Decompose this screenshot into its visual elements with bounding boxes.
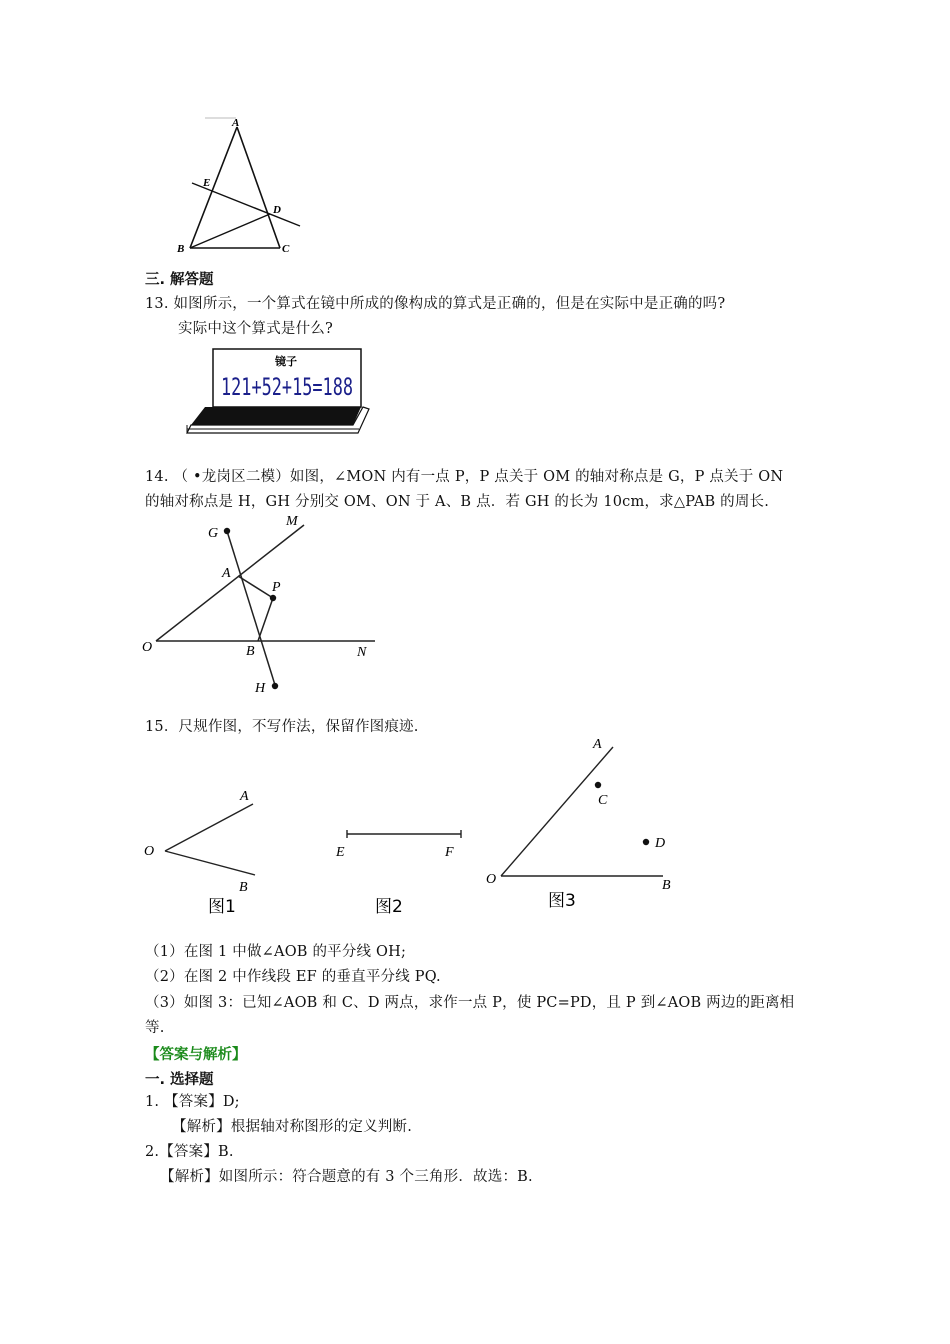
fig3-label-o: O xyxy=(486,872,497,887)
q15-part3-line2: 等. xyxy=(145,1020,165,1036)
fig2-label-f: F xyxy=(445,845,454,860)
answer-1: 1. 【答案】D; xyxy=(145,1094,240,1110)
fig3-caption: 图3 xyxy=(548,891,576,911)
q13-line2: 实际中这个算式是什么? xyxy=(178,321,333,337)
label-c: C xyxy=(282,243,290,255)
label-a: A xyxy=(232,117,240,129)
fig1-caption: 图1 xyxy=(208,897,236,917)
answer-2: 2.【答案】B. xyxy=(145,1144,234,1160)
fig2-caption: 图2 xyxy=(375,897,403,917)
fig3-label-c: C xyxy=(598,793,608,808)
label-d: D xyxy=(273,204,281,216)
fig1-label-o: O xyxy=(144,844,155,859)
q15-line1: 15．尺规作图，不写作法，保留作图痕迹. xyxy=(145,719,419,735)
fig2-label-e: E xyxy=(336,845,345,860)
q13-line1: 13. 如图所示，一个算式在镜中所成的像构成的算式是正确的，但是在实际中是正确的吗? xyxy=(145,296,726,312)
analysis-2: 【解析】如图所示：符合题意的有 3 个三角形．故选：B. xyxy=(160,1169,533,1185)
label-b: B xyxy=(246,644,255,659)
mirror-equation: 121+52+15=188 xyxy=(221,373,353,401)
label-g: G xyxy=(208,526,219,541)
figure-1 xyxy=(140,780,280,920)
fig1-label-b: B xyxy=(239,880,248,895)
label-h: H xyxy=(255,681,266,696)
q15-part3-line1: （3）如图 3：已知∠AOB 和 C、D 两点，求作一点 P，使 PC=PD，且 P 到∠AOB 两边的距离相 xyxy=(145,995,795,1011)
fig3-label-a: A xyxy=(593,737,602,752)
label-b: B xyxy=(177,243,185,255)
fig3-label-b: B xyxy=(662,878,671,893)
q15-part1: （1）在图 1 中做∠AOB 的平分线 OH; xyxy=(145,944,407,960)
answers-section-1: 一. 选择题 xyxy=(145,1072,214,1088)
answers-heading: 【答案与解析】 xyxy=(145,1047,247,1063)
mirror-figure xyxy=(183,345,373,440)
q14-line1: 14. （ •龙岗区二模）如图，∠MON 内有一点 P，P 点关于 OM 的轴对称点是 G，P 点关于 ON xyxy=(145,469,784,485)
q15-part2: （2）在图 2 中作线段 EF 的垂直平分线 PQ. xyxy=(145,969,441,985)
angle-mon-figure xyxy=(138,510,388,700)
label-a: A xyxy=(222,566,231,581)
label-o: O xyxy=(142,640,153,655)
figure-3 xyxy=(480,730,700,920)
analysis-1: 【解析】根据轴对称图形的定义判断. xyxy=(172,1119,413,1135)
figure-2 xyxy=(330,820,480,920)
fig1-label-a: A xyxy=(240,789,249,804)
label-m: M xyxy=(286,514,298,529)
triangle-figure xyxy=(170,110,320,260)
fig3-label-d: D xyxy=(655,836,666,851)
q14-line2: 的轴对称点是 H，GH 分别交 OM、ON 于 A、B 点．若 GH 的长为 10cm，求△PAB 的周长. xyxy=(145,494,770,510)
section-heading-3: 三. 解答题 xyxy=(145,272,214,288)
mirror-label: 镜子 xyxy=(275,355,297,368)
label-n: N xyxy=(357,645,367,660)
label-e: E xyxy=(203,177,211,189)
label-p: P xyxy=(272,580,281,595)
